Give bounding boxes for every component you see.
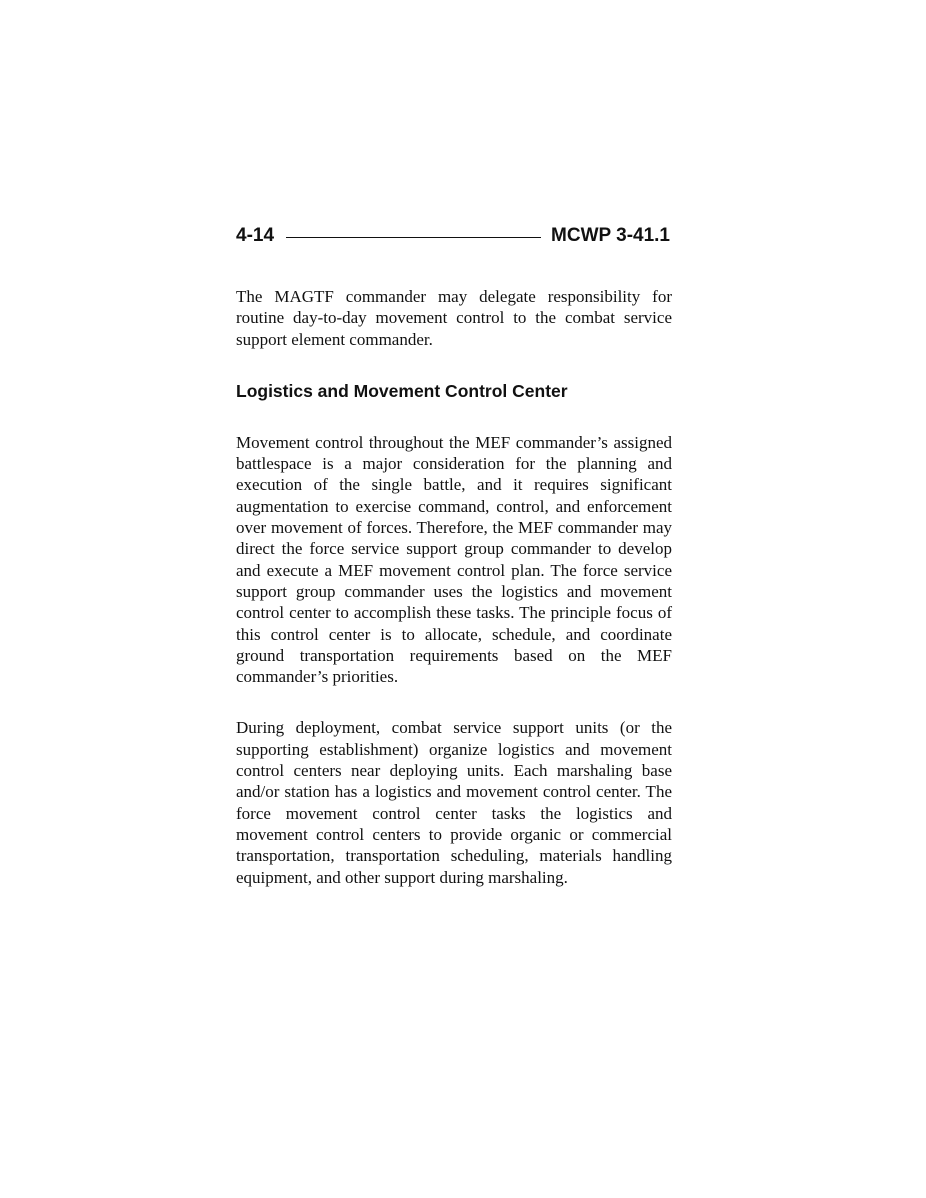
section-heading: Logistics and Movement Control Center <box>236 380 568 401</box>
intro-paragraph: The MAGTF commander may delegate responsibility for routine day-to-day movement control to the combat service support element commander. <box>236 287 672 349</box>
header-rule <box>286 237 541 238</box>
body-paragraph-1: Movement control throughout the MEF commander’s assigned battlespace is a major consideration for the planning and execution of the single battle, and it requires significant augmentation to exercise command, control, and enforcement over movement of forces. Therefore, the MEF commander may direct the force service support group commander to develop and execute a MEF movement control plan. The force service support group commander uses the logistics and movement control center to accomplish these tasks. The principle focus of this control center is to allocate, schedule, and coordinate ground transportation requirements based on the MEF commander’s priorities. <box>236 432 672 687</box>
publication-title: MCWP 3-41.1 <box>551 225 670 246</box>
page-header <box>236 222 670 250</box>
page-body <box>236 286 672 888</box>
body-paragraph-2: During deployment, combat service support units (or the supporting establishment) organize logistics and movement control centers near deploying units. Each marshaling base and/or station has a logistics and movement control center. The force movement control center tasks the logistics and movement control centers to provide organic or commercial transportation, transportation scheduling, materials handling equipment, and other support during marshaling. <box>236 718 672 887</box>
page-number: 4-14 <box>236 225 275 246</box>
